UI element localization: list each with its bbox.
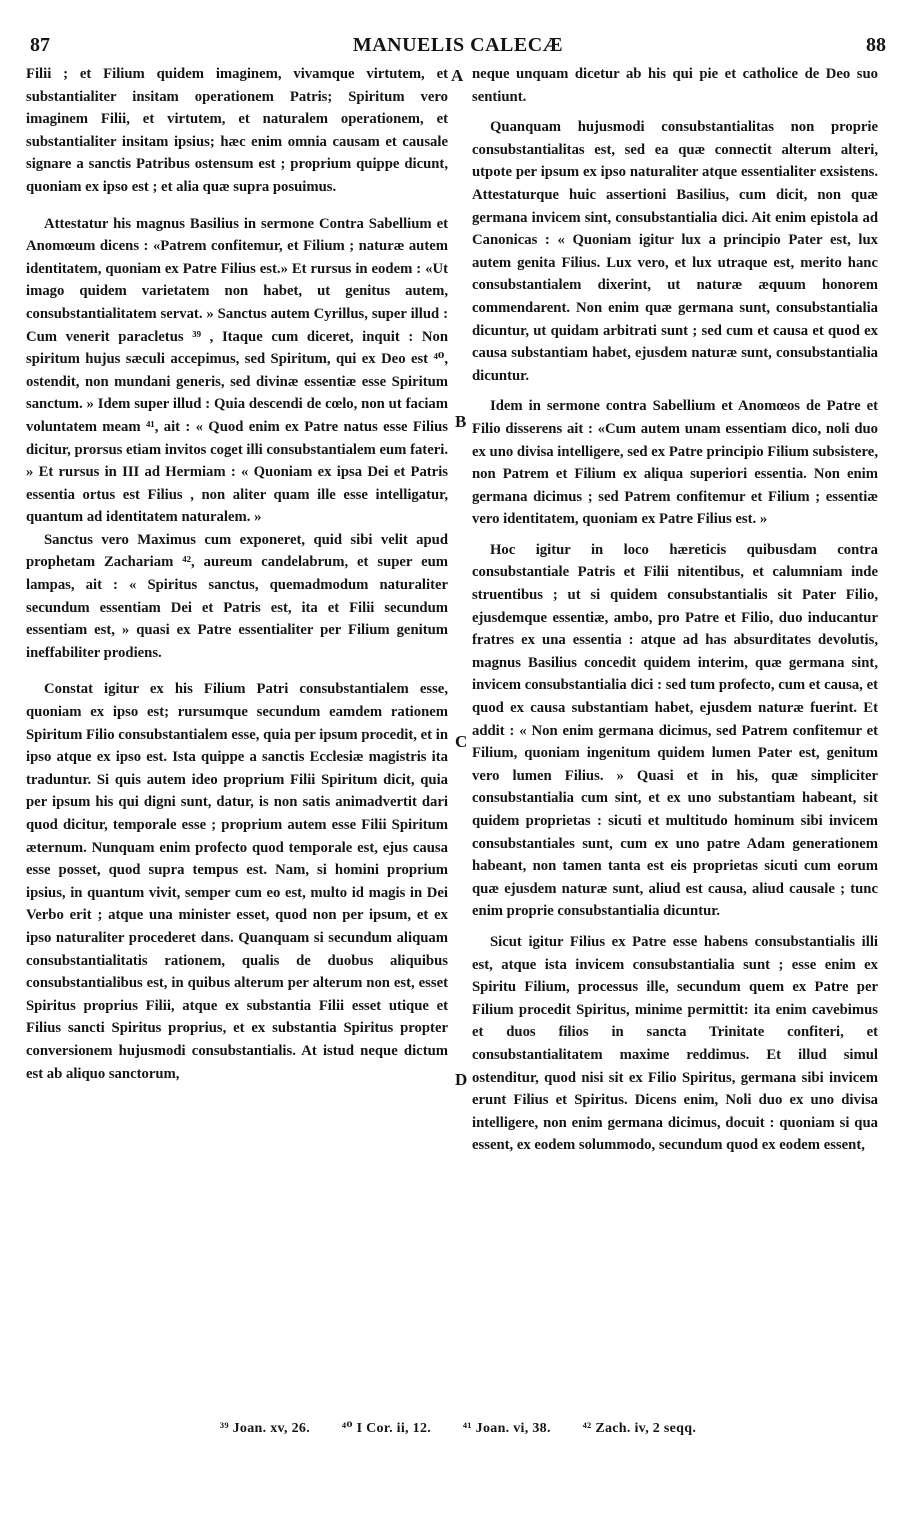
footnote: ³⁹ Joan. xv, 26. (219, 1421, 311, 1436)
paragraph: Constat igitur ex his Filium Patri consubstantialem esse, quoniam ex ipso est; rursumque secundum eamdem rationem Spiritum Filio consubstantialem esse, quia per ipsum procedit, et in ipso atque ex ipso est. Ista quippe a sanctis Ecclesiæ magistris ita traduntur. Si quis autem ideo proprium Filii Spiritum dicit, quia per ipsum his qui digni sunt, datur, is non satis animadvertit dari quod dicitur, temporale esse ; proprium autem esse Filii Spiritum æternum. Nunquam enim profecto quod temporale est, ejus causa esse posset, quod supra tempus est. Nam, si homini proprium ipsius, in quantum vivit, semper cum eo est, multo id magis in Dei Verbo erit ; atque una minister esset, quod non per ipsum, et ex ipso naturaliter procederet dans. Quanquam si secundum aliquam consubstantialitatis rationem, qualis de duobus aliquibus consubstantialibus est, in quibus alterum per alterum non est, esset Spiritus proprius Filii, atque ex substantia Filii esset utique et Filius sancti Spiritus proprius, et ex substantia Spiritus propter conversionem hujusmodi consubstantialis. At istud neque dictum est ab aliquo sanctorum, (26, 681, 448, 1082)
left-column (26, 63, 448, 1085)
paragraph: Quanquam hujusmodi consubstantialitas non proprie consubstantialitas est, sed ea quæ connectit alterum alteri, utpote per ipsum ex ipso naturaliter atque essentialiter exsistens. Attestaturque huic assertioni Basilius, cum dicit, non quæ germana invicem sint, consubstantialia dici. Ait enim epistola ad Canonicas : « Quoniam igitur lux a principio Pater est, lux autem genita Filius. Lux vero, et lux utraque est, merito hanc consubstantialem dixerint, ut naturæ æquum honorem commendarent. Non enim quæ germana sunt, consubstantialia dicuntur, ut quidam arbitrati sunt ; sed cum et causa et quod ex causa substantiam habet, ejusdem naturæ sunt, consubstantialia dicuntur. (472, 119, 878, 384)
running-header (30, 34, 886, 64)
right-page-number: 88 (866, 34, 886, 56)
margin-marker-c: C (455, 732, 468, 751)
paragraph: Attestatur his magnus Basilius in sermone Contra Sabellium et Anomœum dicens : «Patrem confitemur, et Filium ; naturæ autem identitatem, quoniam ex Patre Filius est.» Et rursus in eodem : «Ut imago quidem varietatem non habet, ut genitus autem, consubstantialitatem servat. » Sanctus autem Cyrillus, super illud : Cum venerit paracletus ³⁹ , Itaque cum diceret, inquit : Non spiritum hujus sæculi accepimus, sed Spiritum, qui ex Deo est ⁴⁰, ostendit, non mundani generis, sed divinæ essentiæ esse Spiritum sanctum. » Idem super illud : Quia descendi de cœlo, non ut faciam voluntatem meam ⁴¹, ait : « Quod enim ex Patre natus esse Filius dicitur, prorsus etiam invitos coget illi consubstantialem eum fateri. » Et rursus in III ad Hermiam : « Quoniam ex ipsa Dei et Patris essentia ortus est Filius , non aliter quam ille esse intelligatur, quantum ad identitatem naturalem. » (26, 215, 448, 526)
footnotes (0, 1420, 916, 1437)
footnote: ⁴¹ Joan. vi, 38. (462, 1421, 551, 1436)
margin-marker-d: D (455, 1070, 468, 1089)
paragraph: neque unquam dicetur ab his qui pie et catholice de Deo suo sentiunt. (472, 66, 878, 105)
margin-marker-a: A (451, 66, 464, 85)
paragraph: Hoc igitur in loco hæreticis quibusdam contra consubstantiale Patris et Filii nitentibus, et calumniam inde struentibus ; ut si quidem consubstantialis sit Pater Filio, ejusdemque essentiæ, ambo, pro Patre et Filio, duo inducantur fratres ex una essentia : atque ad has absurditates devolutis, magnus Basilius concedit quidem interim, quæ germana sint, invicem consubstantialia dici : sed tum profecto, cum et causa, et quod ex causa substantiam habet, ejusdem naturæ fuerint. Et addit : « Non enim germana dicimus, sed Patrem confitemur et Filium, quoniam ingenitum quidem lumen Pater est, genitum vero lumen Filius. » Quasi et in his, quæ simpliciter consubstantialia cum sint, et ex uno substantiam habeant, sit quidem proprietas : sicuti et multitudo hominum sibi invicem consubstantiales sunt, cum ex uno patre Adam generationem habeant, non tamen tanta est eis proprietas sicuti cum eorum quæ ejusdem naturæ sunt, aliud est causa, aliud causale ; tunc enim proprie consubstantialia dicuntur. (472, 541, 878, 920)
paragraph: Idem in sermone contra Sabellium et Anomœos de Patre et Filio disserens ait : «Cum autem unam essentiam dico, noli duo ex uno divisa intelligere, sed ex Patre principio Filium subsistere, non Patrem et Filium ex aliqua superiori essentia. Non enim germana dicimus ; sed Patrem confitemur et Filium ; essentiæ vero identitatem, quoniam ex Patre Filius est. » (472, 398, 878, 528)
running-title: MANUELIS CALECÆ (352, 34, 564, 56)
paragraph: Sicut igitur Filius ex Patre esse habens consubstantialis illi est, atque ista invicem consubstantialia sunt ; esse enim ex Spiritu Filium, processus ille, secundum quem ex Patre per Filium procedit Spiritus, minime permittit: ita enim cavebimus et duos filios in sancta Trinitate confiteri, et consubstantialitatem maxime reddimus. Et illud simul ostenditur, quod nisi sit ex Filio Spiritus, germana sibi invicem erunt Filius et Spiritus. Dicens enim, Noli duo ex uno divisa intelligere, non enim germana dicimus, docuit : quoniam si qua essent, ex eodem solummodo, secundum quod ex eodem essent, (472, 933, 878, 1154)
footnote: ⁴⁰ I Cor. ii, 12. (341, 1421, 432, 1436)
paragraph: Sanctus vero Maximus cum exponeret, quid sibi velit apud prophetam Zachariam ⁴², aureum candelabrum, et super eum lampas, ait : « Spiritus sanctus, quemadmodum naturaliter secundum essentiam Dei et Patris est, ita et Filii secundum essentiam est, » quasi ex Patre essentialiter per Filium genitum ineffabiliter prodiens. (26, 531, 448, 661)
left-page-number: 87 (30, 34, 50, 56)
paragraph: Filii ; et Filium quidem imaginem, vivamque virtutem, et substantialiter insitam operationem Patris; Spiritum vero imaginem Filii, et virtutem, et naturalem operationem, et substantialiter insitam ipsius; hæc enim omnia causam et causale signare a sanctis Patribus ostensum est ; proprium quippe dicunt, quoniam ex ipso est ; et alia quæ supra posuimus. (26, 66, 448, 195)
right-column (472, 63, 878, 1157)
margin-marker-b: B (455, 412, 467, 431)
footnote: ⁴² Zach. iv, 2 seqq. (582, 1421, 697, 1436)
